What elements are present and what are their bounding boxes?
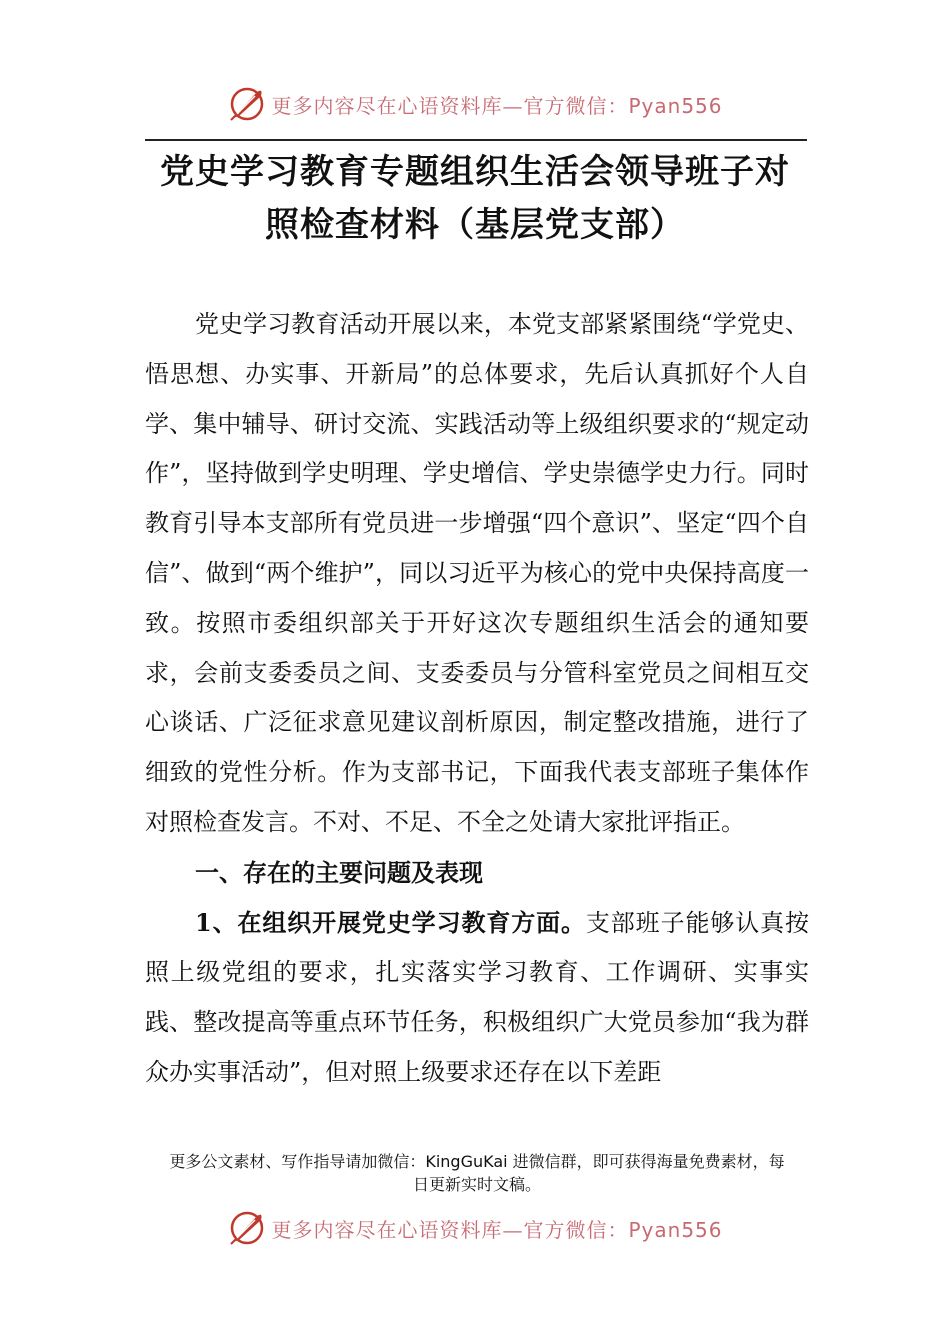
footer-line-1: 更多公文素材、写作指导请加微信：KingGuKai 进微信群，即可获得海量免费素材，每 [169,1152,785,1171]
watermark-footer [0,1206,950,1250]
quill-logo-icon [227,84,267,124]
watermark-header [0,82,950,126]
quill-logo-icon [227,1208,267,1248]
section-heading: 一、存在的主要问题及表现 [195,857,483,887]
document-title [120,146,830,252]
footer-note [145,1150,809,1196]
document-body [145,300,809,1098]
title-line-2: 照检查材料（基层党支部） [265,205,685,245]
header-divider [145,139,807,141]
item-1-paragraph [145,898,809,1098]
intro-paragraph: 党史学习教育活动开展以来，本党支部紧紧围绕“学党史、悟思想、办实事、开新局”的总体要求，先后认真抓好个人自学、集中辅导、研讨交流、实践活动等上级组织要求的“规定动作”，坚持做到学史明理、学史增信、学史崇德学史力行。同时教育引导本支部所有党员进一步增强“四个意识”、坚定“四个自信”、做到“两个维护”，同以习近平为核心的党中央保持高度一致。按照市委组织部关于开好这次专题组织生活会的通知要求，会前支委委员之间、支委委员与分管科室党员之间相互交心谈话、广泛征求意见建议剖析原因，制定整改措施，进行了细致的党性分析。作为支部书记，下面我代表支部班子集体作对照检查发言。不对、不足、不全之处请大家批评指正。 [145,310,809,836]
item-1-lead: 1、在组织开展党史学习教育方面。 [195,907,586,937]
item-1-text: 支部班子能够认真按照上级党组的要求，扎实落实学习教育、工作调研、实事实践、整改提高等重点环节任务，积极组织广大党员参加“我为群众办实事活动”，但对照上级要求还存在以下差距 [145,908,810,1086]
title-line-1: 党史学习教育专题组织生活会领导班子对 [160,152,790,192]
watermark-text: 更多内容尽在心语资料库—官方微信：Pyan556 [271,93,723,118]
watermark-text: 更多内容尽在心语资料库—官方微信：Pyan556 [271,1217,723,1242]
footer-line-2: 日更新实时文稿。 [412,1175,541,1194]
